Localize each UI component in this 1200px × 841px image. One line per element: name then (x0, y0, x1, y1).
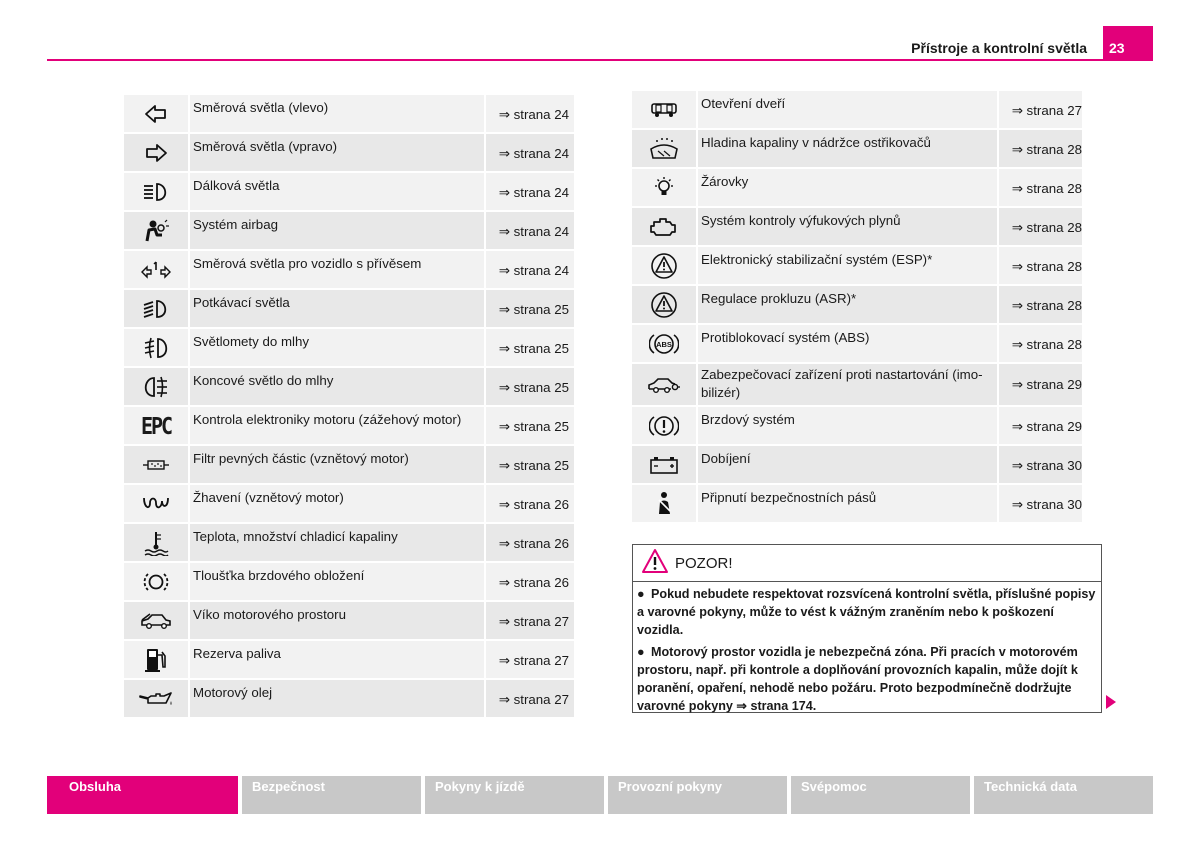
warning-title: POZOR! (675, 554, 733, 572)
row-label: Zabezpečovací zařízení proti nastartování (imo-bilizér) (698, 364, 999, 407)
page-link[interactable]: ⇒ strana 24 (486, 212, 574, 251)
page-link[interactable]: ⇒ strana 25 (486, 368, 574, 407)
table-row (124, 407, 574, 446)
table-row (124, 95, 574, 134)
warning-paragraph (637, 585, 1097, 639)
warning-text-1: Pokud nebudete respektovat rozsvícená kontrolní světla, příslušné popisy a varovné pokyny, může to vést k vážným zraněním nebo k poškození vozidla. (637, 587, 1096, 637)
row-label: Směrová světla (vlevo) (190, 95, 486, 134)
page-title: Přístroje a kontrolní světla (911, 40, 1087, 56)
tab-pokyny-k-jizde[interactable]: Pokyny k jízdě (425, 776, 604, 814)
continue-arrow-icon (1106, 695, 1116, 709)
page-link[interactable]: ⇒ strana 30 (999, 446, 1082, 485)
esp-icon (632, 252, 696, 280)
page-link[interactable]: ⇒ strana 25 (486, 446, 574, 485)
table-row (124, 602, 574, 641)
row-label: Motorový olej (190, 680, 486, 719)
table-row (124, 173, 574, 212)
page-link[interactable]: ⇒ strana 28 (999, 208, 1082, 247)
brake-pad-wear-icon (124, 570, 188, 594)
turn-left-arrow-icon (124, 104, 188, 124)
asr-icon (632, 291, 696, 319)
table-row (632, 364, 1082, 407)
page-link[interactable]: ⇒ strana 26 (486, 524, 574, 563)
row-label: Kontrola elektroniky motoru (zážehový motor) (190, 407, 486, 446)
page-link[interactable]: ⇒ strana 27 (486, 602, 574, 641)
seat-belt-icon (632, 491, 696, 517)
abs-icon (632, 331, 696, 357)
page-link[interactable]: ⇒ strana 27 (999, 91, 1082, 130)
tab-bezpecnost[interactable]: Bezpečnost (242, 776, 421, 814)
page-link[interactable]: ⇒ strana 24 (486, 95, 574, 134)
table-row (632, 247, 1082, 286)
row-label: Rezerva paliva (190, 641, 486, 680)
abs-label: ABS (656, 339, 672, 349)
bonnet-open-icon (124, 612, 188, 630)
immobilizer-icon (632, 376, 696, 394)
trailer-turn-signal-icon (124, 260, 188, 280)
row-label: Připnutí bezpečnostních pásů (698, 485, 999, 524)
warning-triangle-icon (641, 548, 675, 578)
warning-box (632, 544, 1102, 713)
page-link[interactable]: ⇒ strana 29 (999, 364, 1082, 407)
warning-text-2: Motorový prostor vozidla je nebezpečná zóna. Při pracích v motorovém prostoru, např. při kontrole a doplňování provozních kapalin, může dojít k poranění, opaření, nehodě nebo požáru. Proto bezpodmínečně dodržujte varovné pokyny ⇒ strana 174. (637, 645, 1078, 713)
epc-icon: EPC (140, 411, 172, 440)
low-beam-icon (124, 299, 188, 319)
indicator-table-left (124, 95, 574, 719)
row-label: Protiblokovací systém (ABS) (698, 325, 999, 364)
row-label: Světlomety do mlhy (190, 329, 486, 368)
page-link[interactable]: ⇒ strana 24 (486, 251, 574, 290)
warning-header (633, 545, 1101, 582)
warning-paragraph (637, 643, 1097, 715)
table-row (124, 524, 574, 563)
page-link[interactable]: ⇒ strana 26 (486, 485, 574, 524)
exhaust-control-icon (632, 216, 696, 238)
warning-body (633, 582, 1101, 715)
indicator-table-right (632, 91, 1082, 524)
table-row (124, 329, 574, 368)
table-row (632, 169, 1082, 208)
table-row (632, 325, 1082, 364)
door-open-icon (632, 101, 696, 119)
page-link[interactable]: ⇒ strana 28 (999, 169, 1082, 208)
table-row (124, 251, 574, 290)
page-link[interactable]: ⇒ strana 24 (486, 134, 574, 173)
row-label: Koncové světlo do mlhy (190, 368, 486, 407)
row-label: Hladina kapaliny v nádržce ostřikovačů (698, 130, 999, 169)
page-link[interactable]: ⇒ strana 26 (486, 563, 574, 602)
bullet-icon: ● (637, 645, 645, 659)
engine-oil-icon (124, 690, 188, 708)
row-label: Elektronický stabilizační systém (ESP)* (698, 247, 999, 286)
tab-provozni-pokyny[interactable]: Provozní pokyny (608, 776, 787, 814)
row-label: Směrová světla pro vozidlo s přívěsem (190, 251, 486, 290)
row-label: Dálková světla (190, 173, 486, 212)
table-row (632, 485, 1082, 524)
front-fog-light-icon (124, 336, 188, 360)
page-link[interactable]: ⇒ strana 27 (486, 680, 574, 719)
turn-right-arrow-icon (124, 143, 188, 163)
bullet-icon: ● (637, 587, 645, 601)
table-row (632, 208, 1082, 247)
page-link[interactable]: ⇒ strana 28 (999, 325, 1082, 364)
page-link[interactable]: ⇒ strana 28 (999, 286, 1082, 325)
table-row (124, 563, 574, 602)
table-row (632, 407, 1082, 446)
page-link[interactable]: ⇒ strana 25 (486, 329, 574, 368)
row-label: Filtr pevných částic (vznětový motor) (190, 446, 486, 485)
page-link[interactable]: ⇒ strana 25 (486, 290, 574, 329)
page-link[interactable]: ⇒ strana 27 (486, 641, 574, 680)
page-link[interactable]: ⇒ strana 28 (999, 130, 1082, 169)
row-label: Otevření dveří (698, 91, 999, 130)
coolant-temperature-icon (124, 530, 188, 556)
row-label: Žhavení (vznětový motor) (190, 485, 486, 524)
table-row (632, 286, 1082, 325)
fuel-reserve-icon (124, 647, 188, 673)
table-row (632, 91, 1082, 130)
table-row (124, 446, 574, 485)
page-link[interactable]: ⇒ strana 25 (486, 407, 574, 446)
table-row (124, 485, 574, 524)
table-row (124, 368, 574, 407)
high-beam-icon (124, 182, 188, 202)
row-label: Systém airbag (190, 212, 486, 251)
page-number: 23 (1103, 26, 1153, 60)
row-label: Teplota, množství chladicí kapaliny (190, 524, 486, 563)
row-label: Dobíjení (698, 446, 999, 485)
tab-obsluha[interactable]: Obsluha (47, 776, 238, 814)
row-label: Směrová světla (vpravo) (190, 134, 486, 173)
table-row (632, 446, 1082, 485)
table-row (632, 130, 1082, 169)
footer-nav (47, 776, 1153, 814)
row-label: Brzdový systém (698, 407, 999, 446)
row-label: Žárovky (698, 169, 999, 208)
row-label: Regulace prokluzu (ASR)* (698, 286, 999, 325)
table-row (124, 680, 574, 719)
washer-fluid-icon (632, 137, 696, 161)
table-row (124, 212, 574, 251)
bulb-failure-icon (632, 176, 696, 200)
rear-fog-light-icon (124, 375, 188, 399)
page-link[interactable]: ⇒ strana 29 (999, 407, 1082, 446)
page-link[interactable]: ⇒ strana 30 (999, 485, 1082, 524)
brake-system-icon (632, 413, 696, 439)
airbag-icon (124, 219, 188, 243)
row-label: Tloušťka brzdového obložení (190, 563, 486, 602)
table-row (124, 134, 574, 173)
row-label: Potkávací světla (190, 290, 486, 329)
table-row (124, 290, 574, 329)
table-row (124, 641, 574, 680)
tab-technicka-data[interactable]: Technická data (974, 776, 1153, 814)
header-rule (47, 59, 1153, 61)
page-link[interactable]: ⇒ strana 24 (486, 173, 574, 212)
row-label: Systém kontroly výfukových plynů (698, 208, 999, 247)
particle-filter-icon (124, 458, 188, 472)
glow-plug-icon (124, 495, 188, 513)
page-link[interactable]: ⇒ strana 28 (999, 247, 1082, 286)
battery-charging-icon (632, 455, 696, 475)
tab-svepomoc[interactable]: Svépomoc (791, 776, 970, 814)
row-label: Víko motorového prostoru (190, 602, 486, 641)
